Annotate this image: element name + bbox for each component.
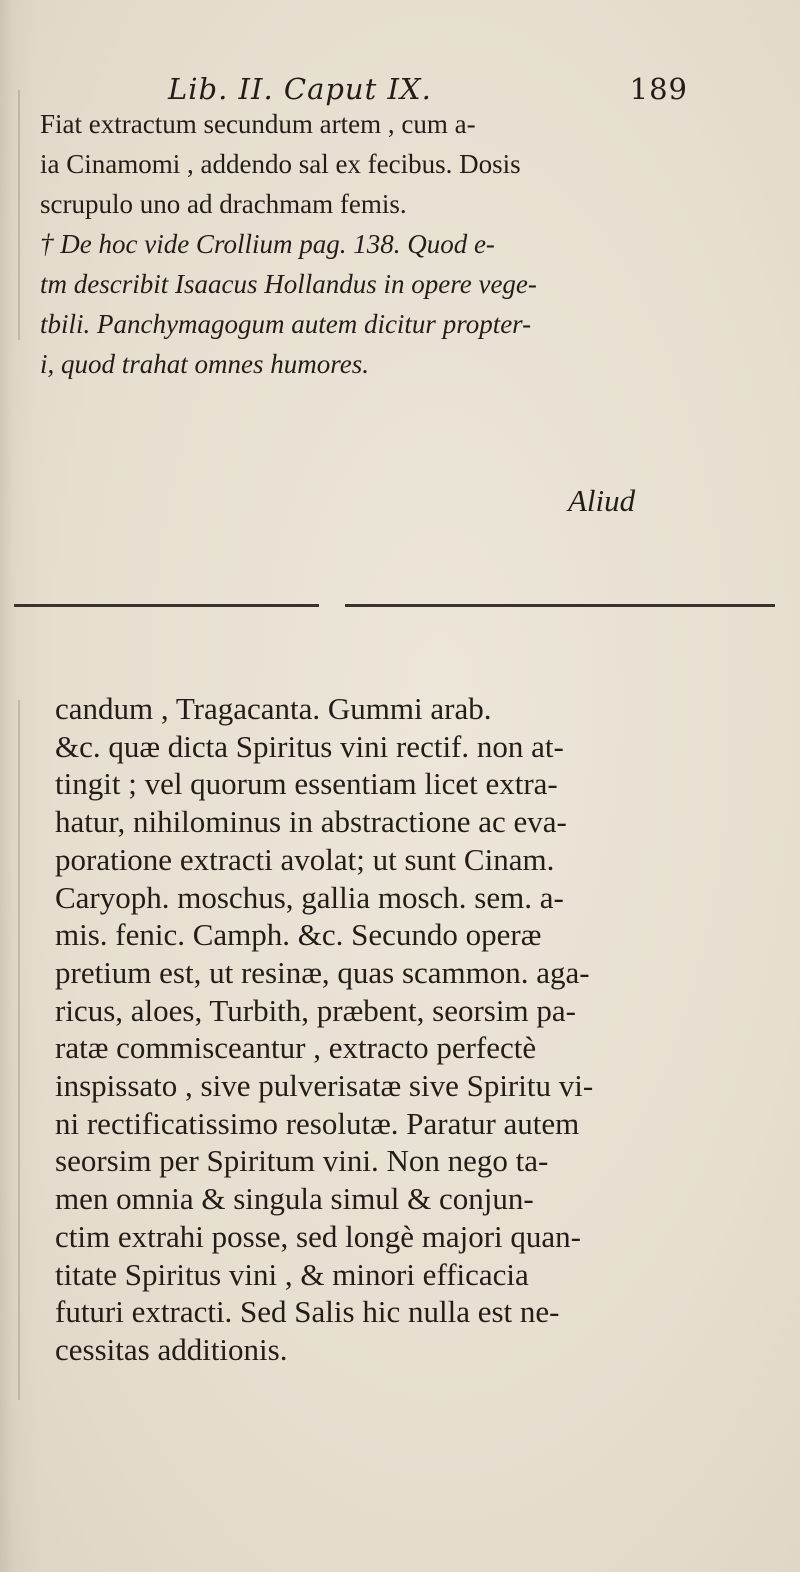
text-line: tbili. Panchymagogum autem dicitur propter- bbox=[40, 309, 532, 339]
text-line: titate Spiritus vini , & minori efficacia bbox=[55, 1256, 529, 1292]
text-line: † De hoc vide Crollium pag. 138. Quod e- bbox=[40, 229, 495, 259]
page-rule bbox=[14, 604, 319, 607]
running-head bbox=[168, 72, 688, 106]
text-line: inspissato , sive pulverisatæ sive Spiritu vi- bbox=[55, 1068, 594, 1104]
text-line: ricus, aloes, Turbith, præbent, seorsim pa- bbox=[55, 992, 576, 1028]
text-line: seorsim per Spiritum vini. Non nego ta- bbox=[55, 1143, 549, 1179]
text-line: ctim extrahi posse, sed longè majori quan- bbox=[55, 1218, 582, 1254]
text-line: pretium est, ut resinæ, quas scammon. aga- bbox=[55, 954, 590, 990]
text-line: hatur, nihilominus in abstractione ac eva- bbox=[55, 804, 567, 840]
text-line: cessitas additionis. bbox=[55, 1331, 288, 1367]
lower-text-block bbox=[55, 690, 800, 1369]
upper-text-block bbox=[40, 104, 800, 384]
text-line: poratione extracti avolat; ut sunt Cinam. bbox=[55, 841, 555, 877]
text-line: &c. quæ dicta Spiritus vini rectif. non at- bbox=[55, 728, 564, 764]
text-line: tingit ; vel quorum essentiam licet extra- bbox=[55, 766, 558, 802]
text-line: Caryoph. moschus, gallia mosch. sem. a- bbox=[55, 879, 564, 915]
text-line: Fiat extractum secundum artem , cum a- bbox=[40, 109, 476, 139]
text-line: ratæ commisceantur , extracto perfectè bbox=[55, 1030, 537, 1066]
page-number: 189 bbox=[629, 72, 688, 106]
text-line: ni rectificatissimo resolutæ. Paratur autem bbox=[55, 1105, 580, 1141]
text-line: mis. fenic. Camph. &c. Secundo operæ bbox=[55, 917, 542, 953]
running-head-title: Lib. II. Caput IX. bbox=[168, 72, 432, 106]
text-line: futuri extracti. Sed Salis hic nulla est ne- bbox=[55, 1294, 560, 1330]
gutter-shadow bbox=[18, 90, 20, 340]
catchword: Aliud bbox=[568, 483, 636, 518]
page-rule bbox=[345, 604, 775, 607]
text-line: men omnia & singula simul & conjun- bbox=[55, 1181, 534, 1217]
text-line: ia Cinamomi , addendo sal ex fecibus. Dosis bbox=[40, 149, 521, 179]
text-line: tm describit Isaacus Hollandus in opere vege- bbox=[40, 269, 537, 299]
text-line: candum , Tragacanta. Gummi arab. bbox=[55, 691, 492, 726]
text-line: scrupulo uno ad drachmam femis. bbox=[40, 189, 407, 219]
text-line: i, quod trahat omnes humores. bbox=[40, 349, 369, 379]
gutter-shadow bbox=[18, 700, 20, 1400]
